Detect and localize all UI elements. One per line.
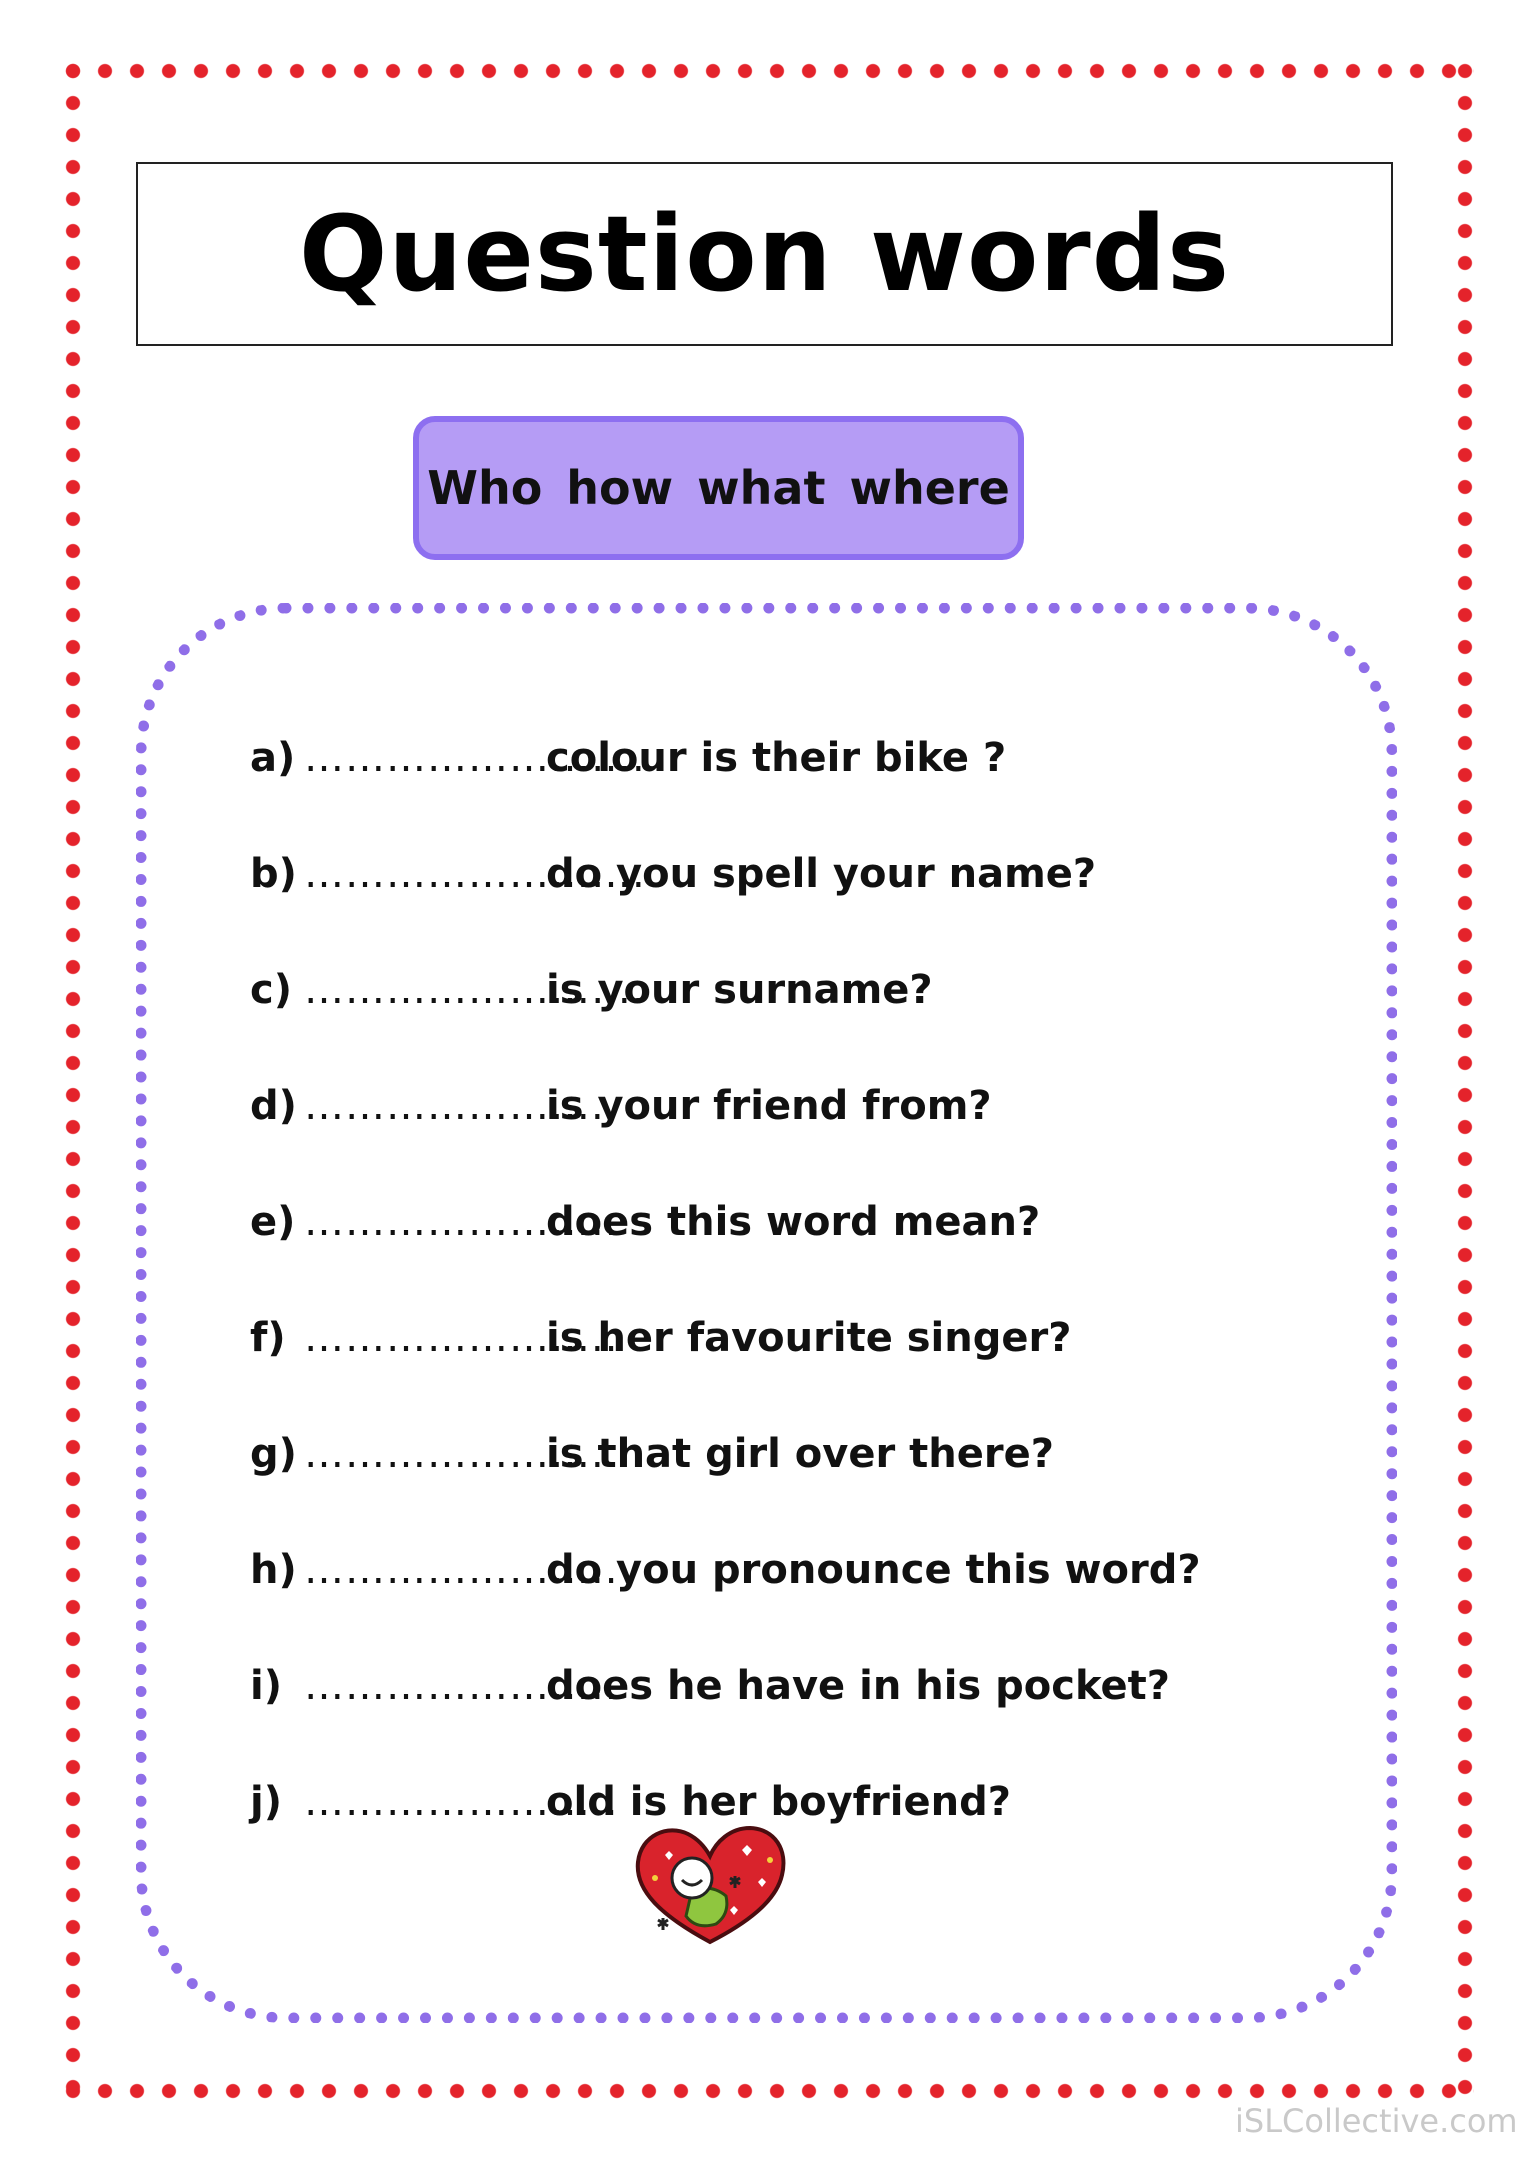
question-letter: h) <box>250 1547 297 1593</box>
question-text: is your friend from? <box>546 1083 992 1129</box>
question-row-i <box>250 1628 1250 1744</box>
answer-blank[interactable]: ………………….. <box>304 1663 619 1709</box>
answer-blank[interactable]: ………………….. <box>304 1547 619 1593</box>
question-letter: c) <box>250 967 292 1013</box>
answer-blank[interactable]: ……………………. <box>304 851 646 897</box>
red-dotted-frame-right <box>1456 62 1474 2100</box>
answer-blank[interactable]: ………………….. <box>304 1315 619 1361</box>
red-dotted-frame-left <box>64 62 82 2100</box>
answer-blank[interactable]: ………………….. <box>304 1199 619 1245</box>
answer-blank[interactable]: ……………………. <box>304 735 646 781</box>
question-text: old is her boyfriend? <box>546 1779 1011 1825</box>
answer-blank[interactable]: ……………………. <box>304 967 646 1013</box>
watermark: iSLCollective.com <box>1235 2102 1518 2140</box>
answer-blank[interactable]: ………………….. <box>304 1431 619 1477</box>
question-row-c <box>250 932 1250 1048</box>
heart-clipart-icon <box>630 1820 790 1950</box>
question-text: does this word mean? <box>546 1199 1041 1245</box>
question-row-d <box>250 1048 1250 1164</box>
question-letter: b) <box>250 851 297 897</box>
question-letter: i) <box>250 1663 282 1709</box>
question-letter: e) <box>250 1199 296 1245</box>
red-dotted-frame-bottom <box>64 2082 1474 2100</box>
answer-blank[interactable]: ………………….. <box>304 1083 619 1129</box>
answer-blank[interactable]: ………………….. <box>304 1779 619 1825</box>
question-letter: f) <box>250 1315 286 1361</box>
question-row-b <box>250 816 1250 932</box>
question-letter: a) <box>250 735 296 781</box>
word-bank: Who how what where <box>427 461 1010 515</box>
question-text: does he have in his pocket? <box>546 1663 1170 1709</box>
question-row-h <box>250 1512 1250 1628</box>
question-letter: g) <box>250 1431 297 1477</box>
question-text: is your surname? <box>546 967 933 1013</box>
red-dotted-frame-top <box>64 62 1474 80</box>
question-row-e <box>250 1164 1250 1280</box>
question-row-a <box>250 700 1250 816</box>
question-letter: d) <box>250 1083 297 1129</box>
question-text: is that girl over there? <box>546 1431 1054 1477</box>
question-letter: j) <box>250 1779 282 1825</box>
page-title: Question words <box>298 193 1231 315</box>
question-text: is her favourite singer? <box>546 1315 1072 1361</box>
question-row-f <box>250 1280 1250 1396</box>
question-text: do you pronounce this word? <box>546 1547 1201 1593</box>
word-bank-box <box>413 416 1024 560</box>
title-box <box>136 162 1393 346</box>
question-row-g <box>250 1396 1250 1512</box>
question-text: do you spell your name? <box>546 851 1097 897</box>
question-text: colour is their bike ? <box>546 735 1007 781</box>
question-list <box>250 700 1250 1860</box>
